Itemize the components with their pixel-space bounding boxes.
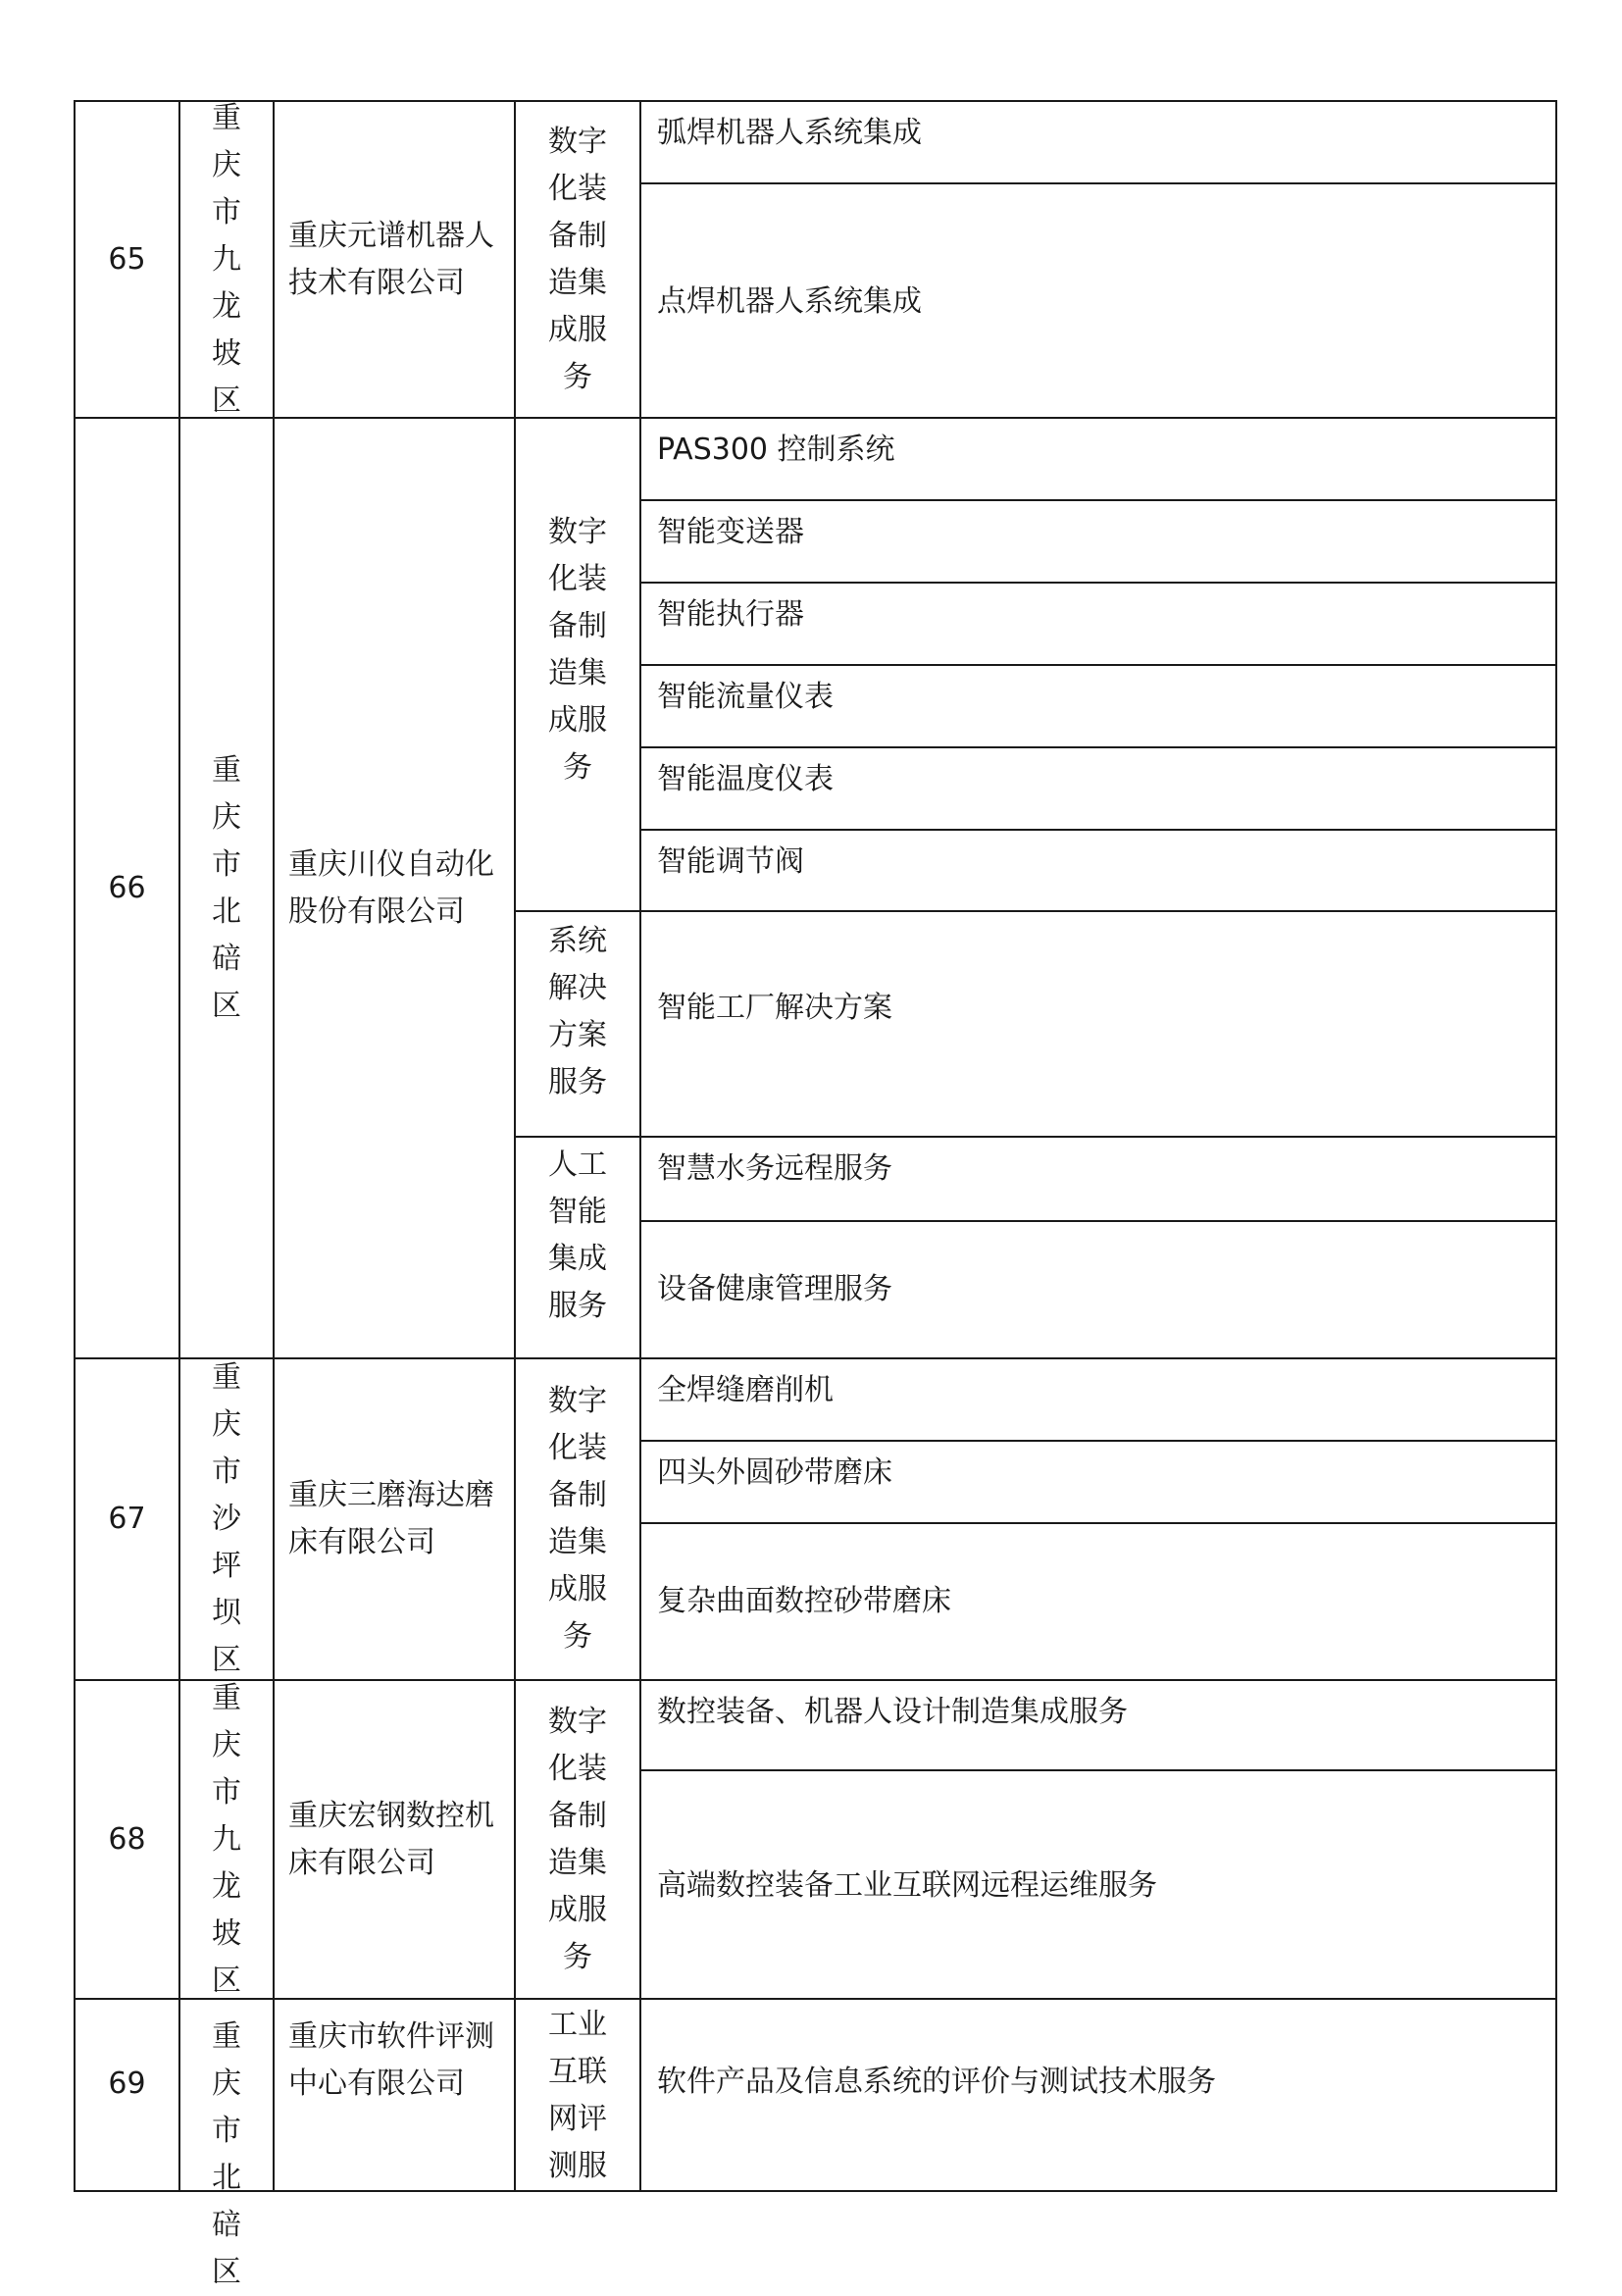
region-cell [178, 1357, 275, 1681]
items-cell [639, 100, 1557, 419]
category-cell [514, 1136, 641, 1359]
region-text: 重庆市北碚区 [212, 752, 241, 1023]
row-number-cell [74, 1357, 180, 1681]
region-text: 重庆市九龙坡区 [212, 1680, 241, 1998]
company-cell [273, 1679, 516, 2000]
region-text: 重庆市北碚区 [212, 2019, 241, 2289]
service-item: PAS300 控制系统 [657, 433, 895, 467]
items-cell [639, 1679, 1557, 2000]
service-item: 智慧水务远程服务 [657, 1151, 892, 1186]
items-cell [639, 1357, 1557, 1681]
category-text: 数字化装备制造集成服务 [548, 124, 607, 394]
row-number-cell [74, 1679, 180, 2000]
service-item: 高端数控装备工业互联网远程运维服务 [641, 1769, 1555, 2000]
service-item: 全焊缝磨削机 [657, 1373, 834, 1407]
company-cell [273, 1357, 516, 1681]
service-item: 数控装备、机器人设计制造集成服务 [657, 1695, 1128, 1729]
items-cell [639, 910, 1557, 1138]
region-cell [178, 417, 275, 1359]
service-item: 智能调节阀 [641, 829, 1555, 912]
service-item: 设备健康管理服务 [641, 1220, 1555, 1357]
category-cell [514, 100, 641, 419]
category-text: 数字化装备制造集成服务 [548, 1704, 607, 1974]
service-item: 智能变送器 [641, 499, 1555, 584]
company-text: 重庆宏钢数控机床有限公司 [288, 1798, 494, 1880]
category-text: 系统解决方案服务 [548, 924, 607, 1099]
row-number: 65 [108, 241, 146, 277]
service-item: 四头外圆砂带磨床 [641, 1440, 1555, 1524]
region-cell [178, 100, 275, 419]
category-text: 数字化装备制造集成服务 [548, 1384, 607, 1654]
table-row [74, 1998, 1557, 2289]
row-number: 66 [108, 870, 146, 905]
region-cell [178, 1679, 275, 2000]
table-row [74, 1357, 1557, 1681]
service-item: 智能流量仪表 [641, 664, 1555, 748]
category-cell [514, 1679, 641, 2000]
region-text: 重庆市九龙坡区 [212, 100, 241, 418]
category-cell [514, 417, 641, 912]
table-row [74, 417, 1557, 1359]
row-number: 69 [108, 2066, 146, 2101]
company-cell [273, 1998, 516, 2192]
items-cell [639, 1136, 1557, 1359]
items-cell [639, 417, 1557, 912]
region-text: 重庆市沙坪坝区 [212, 1360, 241, 1677]
region-cell [178, 1998, 275, 2289]
service-item: 点焊机器人系统集成 [641, 182, 1555, 419]
items-cell [639, 1998, 1557, 2192]
company-cell [273, 417, 516, 1359]
company-text: 重庆元谱机器人技术有限公司 [288, 218, 494, 300]
company-cell [273, 100, 516, 419]
table-row [74, 1679, 1557, 2000]
company-text: 重庆市软件评测中心有限公司 [288, 2019, 494, 2101]
company-text: 重庆川仪自动化股份有限公司 [288, 846, 494, 929]
row-number: 67 [108, 1502, 146, 1536]
service-item: 弧焊机器人系统集成 [657, 116, 922, 150]
service-item: 智能工厂解决方案 [657, 991, 892, 1025]
company-text: 重庆三磨海达磨床有限公司 [288, 1478, 494, 1559]
row-number: 68 [108, 1821, 146, 1857]
category-cell [514, 910, 641, 1138]
row-number-cell [74, 1998, 180, 2192]
category-text: 工业互联网评测服 [548, 2008, 607, 2183]
row-number-cell [74, 417, 180, 1359]
category-text: 数字化装备制造集成服务 [548, 515, 607, 785]
category-text: 人工智能集成服务 [548, 1148, 607, 1323]
table-row [74, 100, 1557, 419]
category-cell [514, 1998, 641, 2192]
category-cell [514, 1357, 641, 1681]
service-item: 智能温度仪表 [641, 746, 1555, 831]
service-item: 复杂曲面数控砂带磨床 [641, 1522, 1555, 1679]
row-number-cell [74, 100, 180, 419]
service-item: 智能执行器 [641, 582, 1555, 666]
service-item: 软件产品及信息系统的评价与测试技术服务 [657, 2065, 1216, 2099]
